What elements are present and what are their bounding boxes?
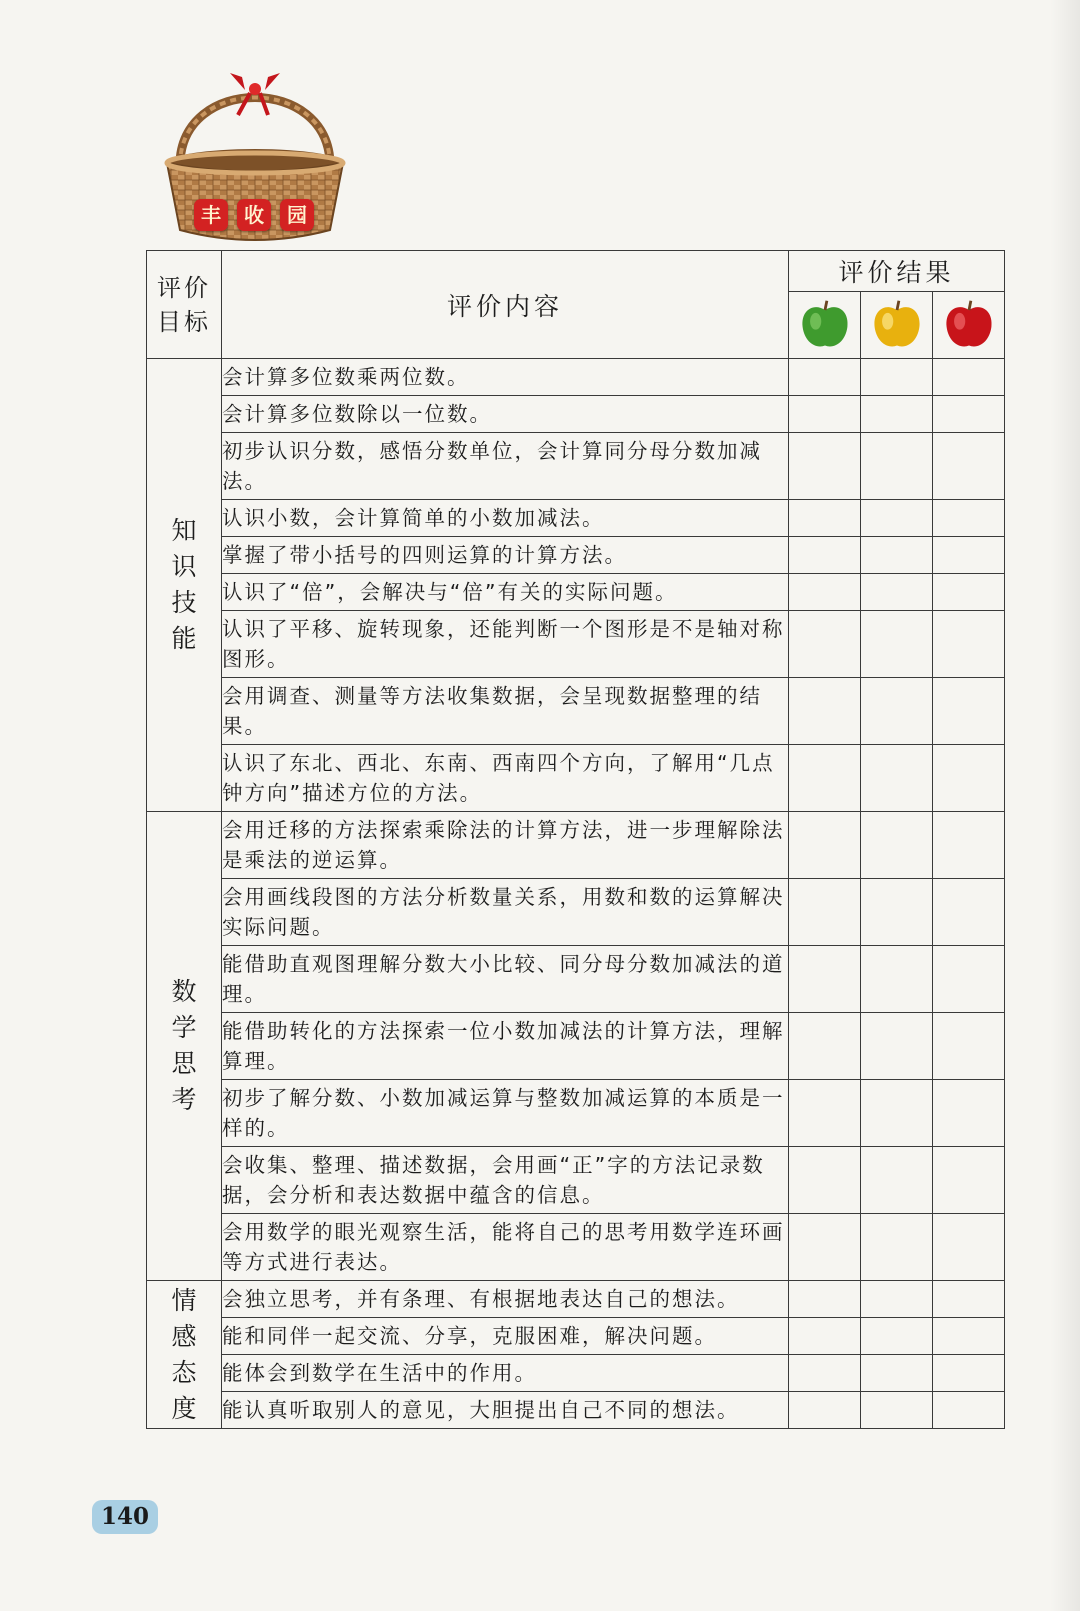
result-cell-red[interactable] <box>933 1080 1005 1147</box>
content-cell: 会用数学的眼光观察生活，能将自己的思考用数学连环画等方式进行表达。 <box>222 1214 789 1281</box>
table-row <box>147 1214 1005 1281</box>
result-cell-red[interactable] <box>933 812 1005 879</box>
result-cell-green[interactable] <box>789 812 861 879</box>
goal-char: 感 <box>171 1321 197 1351</box>
harvest-garden-label <box>194 199 314 231</box>
result-cell-yellow[interactable] <box>861 1318 933 1355</box>
content-cell: 认识了东北、西北、东南、西南四个方向，了解用“几点钟方向”描述方位的方法。 <box>222 745 789 812</box>
label-char-1: 丰 <box>194 199 228 231</box>
table-row <box>147 396 1005 433</box>
result-cell-red[interactable] <box>933 1214 1005 1281</box>
content-cell: 能体会到数学在生活中的作用。 <box>222 1355 789 1392</box>
result-cell-green[interactable] <box>789 1355 861 1392</box>
table-row <box>147 1281 1005 1318</box>
result-cell-yellow[interactable] <box>861 745 933 812</box>
content-cell: 会用画线段图的方法分析数量关系，用数和数的运算解决实际问题。 <box>222 879 789 946</box>
result-cell-green[interactable] <box>789 1318 861 1355</box>
goal-char: 思 <box>171 1049 197 1078</box>
table-row <box>147 1080 1005 1147</box>
goal-char: 度 <box>171 1393 197 1423</box>
result-cell-green[interactable] <box>789 1392 861 1429</box>
goal-char: 识 <box>171 552 197 581</box>
result-cell-green[interactable] <box>789 1080 861 1147</box>
evaluation-table-body <box>147 359 1005 1429</box>
result-cell-yellow[interactable] <box>861 433 933 500</box>
result-cell-red[interactable] <box>933 611 1005 678</box>
table-row <box>147 812 1005 879</box>
result-cell-red[interactable] <box>933 1392 1005 1429</box>
result-cell-yellow[interactable] <box>861 678 933 745</box>
evaluation-table <box>146 250 1005 1429</box>
result-cell-green[interactable] <box>789 1147 861 1214</box>
result-cell-yellow[interactable] <box>861 1355 933 1392</box>
result-cell-green[interactable] <box>789 611 861 678</box>
result-cell-green[interactable] <box>789 879 861 946</box>
result-column-green <box>789 292 861 359</box>
result-cell-red[interactable] <box>933 359 1005 396</box>
content-cell: 会用调查、测量等方法收集数据，会呈现数据整理的结果。 <box>222 678 789 745</box>
table-row <box>147 1013 1005 1080</box>
result-cell-red[interactable] <box>933 537 1005 574</box>
label-char-3: 园 <box>280 199 314 231</box>
goal-char: 数 <box>171 977 197 1006</box>
content-cell: 能认真听取别人的意见，大胆提出自己不同的想法。 <box>222 1392 789 1429</box>
result-cell-red[interactable] <box>933 879 1005 946</box>
content-cell: 能借助转化的方法探索一位小数加减法的计算方法，理解算理。 <box>222 1013 789 1080</box>
result-cell-yellow[interactable] <box>861 1281 933 1318</box>
result-column-red <box>933 292 1005 359</box>
table-row <box>147 745 1005 812</box>
table-row <box>147 537 1005 574</box>
result-column-yellow <box>861 292 933 359</box>
content-cell: 认识了“倍”，会解决与“倍”有关的实际问题。 <box>222 574 789 611</box>
result-cell-green[interactable] <box>789 1214 861 1281</box>
result-cell-yellow[interactable] <box>861 946 933 1013</box>
result-cell-yellow[interactable] <box>861 359 933 396</box>
result-cell-red[interactable] <box>933 1281 1005 1318</box>
goal-header-line-1: 评价 <box>157 273 211 302</box>
table-row <box>147 500 1005 537</box>
goal-cell <box>147 812 222 1281</box>
result-cell-yellow[interactable] <box>861 1013 933 1080</box>
goal-char: 学 <box>171 1013 197 1042</box>
table-row <box>147 879 1005 946</box>
result-cell-yellow[interactable] <box>861 1392 933 1429</box>
result-cell-yellow[interactable] <box>861 1214 933 1281</box>
result-cell-red[interactable] <box>933 946 1005 1013</box>
table-row <box>147 574 1005 611</box>
red-apple-icon <box>941 297 997 353</box>
result-cell-green[interactable] <box>789 396 861 433</box>
result-cell-green[interactable] <box>789 745 861 812</box>
page-edge-shadow <box>1050 0 1080 1611</box>
result-cell-green[interactable] <box>789 359 861 396</box>
result-cell-yellow[interactable] <box>861 879 933 946</box>
label-char-2: 收 <box>237 199 271 231</box>
content-cell: 能和同伴一起交流、分享，克服困难，解决问题。 <box>222 1318 789 1355</box>
table-row <box>147 1147 1005 1214</box>
table-row <box>147 611 1005 678</box>
content-cell: 初步认识分数，感悟分数单位，会计算同分母分数加减法。 <box>222 433 789 500</box>
table-row <box>147 678 1005 745</box>
content-cell: 认识小数，会计算简单的小数加减法。 <box>222 500 789 537</box>
content-cell: 会计算多位数除以一位数。 <box>222 396 789 433</box>
goal-char: 知 <box>171 516 197 545</box>
table-row <box>147 433 1005 500</box>
goal-header-line-2: 目标 <box>157 307 211 336</box>
result-cell-green[interactable] <box>789 433 861 500</box>
content-cell: 认识了平移、旋转现象，还能判断一个图形是不是轴对称图形。 <box>222 611 789 678</box>
table-row <box>147 1355 1005 1392</box>
goal-char: 能 <box>171 624 197 653</box>
green-apple-icon <box>797 297 853 353</box>
content-cell: 会独立思考，并有条理、有根据地表达自己的想法。 <box>222 1281 789 1318</box>
table-row <box>147 946 1005 1013</box>
yellow-apple-icon <box>869 297 925 353</box>
result-cell-green[interactable] <box>789 537 861 574</box>
result-cell-green[interactable] <box>789 574 861 611</box>
result-cell-red[interactable] <box>933 433 1005 500</box>
result-cell-green[interactable] <box>789 1013 861 1080</box>
result-cell-yellow[interactable] <box>861 812 933 879</box>
result-cell-red[interactable] <box>933 1147 1005 1214</box>
result-cell-green[interactable] <box>789 1281 861 1318</box>
result-cell-red[interactable] <box>933 396 1005 433</box>
result-cell-green[interactable] <box>789 678 861 745</box>
content-cell: 会用迁移的方法探索乘除法的计算方法，进一步理解除法是乘法的逆运算。 <box>222 812 789 879</box>
result-cell-red[interactable] <box>933 1355 1005 1392</box>
result-cell-red[interactable] <box>933 500 1005 537</box>
result-cell-green[interactable] <box>789 500 861 537</box>
content-cell: 会计算多位数乘两位数。 <box>222 359 789 396</box>
goal-header <box>147 251 222 359</box>
goal-char: 考 <box>171 1085 197 1114</box>
page-number: 140 <box>92 1500 158 1534</box>
goal-cell <box>147 1281 222 1429</box>
goal-cell <box>147 359 222 812</box>
result-cell-yellow[interactable] <box>861 396 933 433</box>
result-cell-yellow[interactable] <box>861 1147 933 1214</box>
result-cell-red[interactable] <box>933 678 1005 745</box>
result-cell-yellow[interactable] <box>861 500 933 537</box>
harvest-basket-icon <box>150 55 360 255</box>
goal-char: 态 <box>171 1357 197 1387</box>
table-row <box>147 359 1005 396</box>
result-cell-red[interactable] <box>933 574 1005 611</box>
result-cell-yellow[interactable] <box>861 1080 933 1147</box>
result-cell-yellow[interactable] <box>861 537 933 574</box>
result-cell-red[interactable] <box>933 1318 1005 1355</box>
result-cell-yellow[interactable] <box>861 574 933 611</box>
content-header: 评价内容 <box>222 251 789 359</box>
table-row <box>147 1318 1005 1355</box>
result-cell-red[interactable] <box>933 1013 1005 1080</box>
result-header: 评价结果 <box>789 251 1005 292</box>
result-cell-green[interactable] <box>789 946 861 1013</box>
result-cell-red[interactable] <box>933 745 1005 812</box>
result-cell-yellow[interactable] <box>861 611 933 678</box>
content-cell: 初步了解分数、小数加减运算与整数加减运算的本质是一样的。 <box>222 1080 789 1147</box>
table-row <box>147 1392 1005 1429</box>
goal-char: 情 <box>171 1285 197 1315</box>
goal-char: 技 <box>171 588 197 617</box>
content-cell: 掌握了带小括号的四则运算的计算方法。 <box>222 537 789 574</box>
content-cell: 会收集、整理、描述数据，会用画“正”字的方法记录数据，会分析和表达数据中蕴含的信息。 <box>222 1147 789 1214</box>
content-cell: 能借助直观图理解分数大小比较、同分母分数加减法的道理。 <box>222 946 789 1013</box>
